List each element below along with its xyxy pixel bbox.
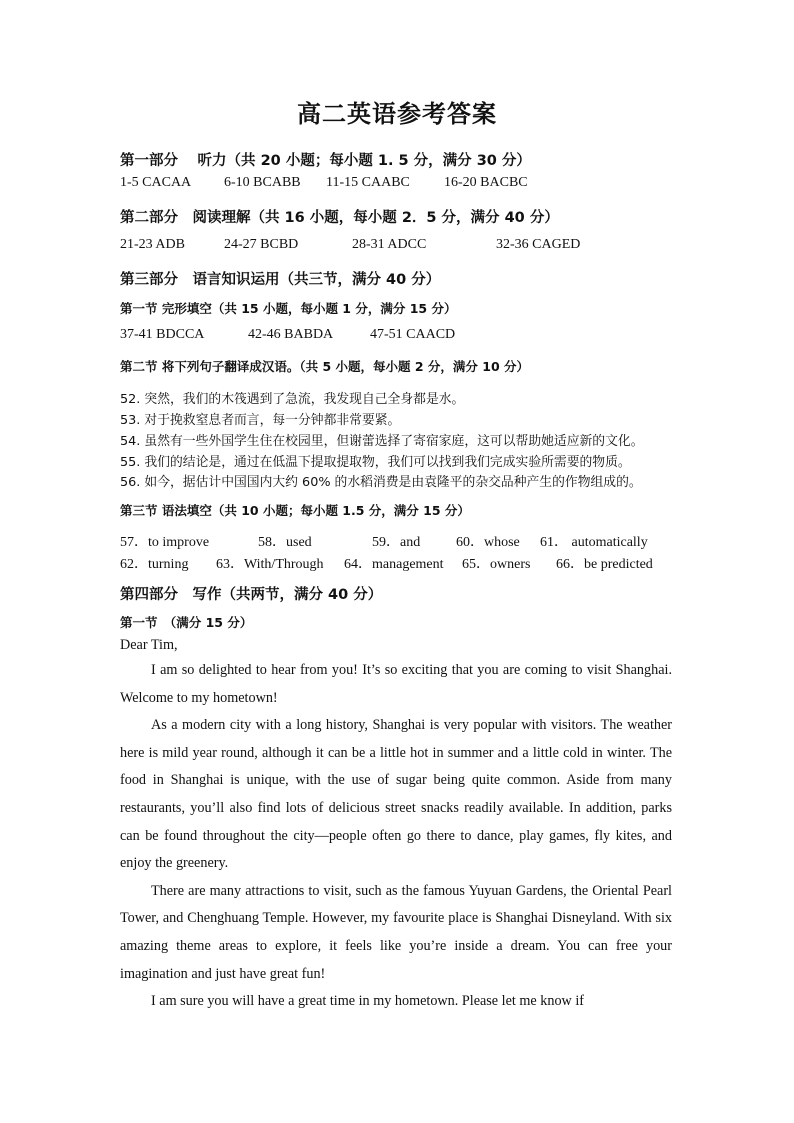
grammar-answer: 63．With/Through [216,557,324,572]
translation-item: 53. 对于挽救窒息者而言，每一分钟都非常要紧。 [120,413,401,428]
translation-item: 55. 我们的结论是，通过在低温下提取提取物，我们可以找到我们完成实验所需要的物质。 [120,455,631,470]
part3-heading: 第三部分 语言知识运用（共三节，满分 40 分） [120,272,441,288]
essay-paragraph: I am sure you will have a great time in my hometown. Please let me know if [151,993,585,1010]
grammar-answer: 64．management [344,557,444,572]
grammar-answer: 65．owners [462,557,531,572]
grammar-answer: 62．turning [120,557,189,572]
grammar-answer: 59．and [372,535,421,550]
answer-group: 42-46 BABDA [248,327,334,342]
letter-salutation: Dear Tim, [120,637,178,653]
grammar-answer: 61． automatically [540,535,648,550]
grammar-answer: 58．used [258,535,312,550]
answer-group: 28-31 ADCC [352,237,427,252]
answer-group: 21-23 ADB [120,237,185,252]
answer-group: 32-36 CAGED [496,237,581,252]
answer-group: 11-15 CAABC [326,175,410,190]
answer-group: 47-51 CAACD [370,327,456,342]
translation-item: 54. 虽然有一些外国学生住在校园里，但谢蕾选择了寄宿家庭，这可以帮助她适应新的文化。 [120,434,644,449]
grammar-answer: 66．be predicted [556,557,653,572]
part3-section3-heading: 第三节 语法填空（共 10 小题；每小题 1.5 分，满分 15 分） [120,503,470,518]
answer-group: 37-41 BDCCA [120,327,205,342]
translation-item: 56. 如今，据估计中国国内大约 60% 的水稻消费是由袁隆平的杂交品种产生的作物组成的。 [120,475,642,490]
part4-heading: 第四部分 写作（共两节，满分 40 分） [120,587,383,603]
grammar-answer: 60．whose [456,535,520,550]
essay-paragraph: As a modern city with a long history, Shanghai is very popular with visitors. The weather here is mild year round, although it can be a little hot in summer and a little cold in winter. The food in Shanghai is unique, with the use of sugar being quite common. Aside from many restaurants, you’ll also find lots of delicious street snacks readily available. In addition, parks can be found throughout the city—people often go there to dance, play games, fly kites, and enjoy the greenery. [120,717,672,872]
grammar-answer: 57．to improve [120,535,210,550]
part2-heading: 第二部分 阅读理解（共 16 小题，每小题 2．5 分，满分 40 分） [120,210,559,226]
essay-paragraph: I am so delighted to hear from you! It’s so exciting that you are coming to visit Shanghai. Welcome to my hometown! [120,662,672,706]
part3-section1-heading: 第一节 完形填空（共 15 小题，每小题 1 分，满分 15 分） [120,301,457,316]
part3-section2-heading: 第二节 将下列句子翻译成汉语。（共 5 小题，每小题 2 分，满分 10 分） [120,359,530,374]
essay-letter [120,637,672,1016]
answer-group: 6-10 BCABB [224,175,301,190]
answer-group: 16-20 BACBC [444,175,528,190]
part4-section1-heading: 第一节 （满分 15 分） [120,615,253,630]
page-title: 高二英语参考答案 [297,99,497,128]
essay-paragraph: There are many attractions to visit, such as the famous Yuyuan Gardens, the Oriental Pearl Tower, and Chenghuang Temple. However, my favourite place is Shanghai Disneyland. With six amazing theme areas to explore, it feels like you’re inside a dream. You can free your imagination and just have great fun! [120,882,672,982]
part1-heading: 第一部分 听力（共 20 小题；每小题 1. 5 分，满分 30 分） [120,153,531,169]
answer-group: 1-5 CACAA [120,175,192,190]
answer-group: 24-27 BCBD [224,237,299,252]
translation-item: 52. 突然，我们的木筏遇到了急流，我发现自己全身都是水。 [120,392,465,407]
